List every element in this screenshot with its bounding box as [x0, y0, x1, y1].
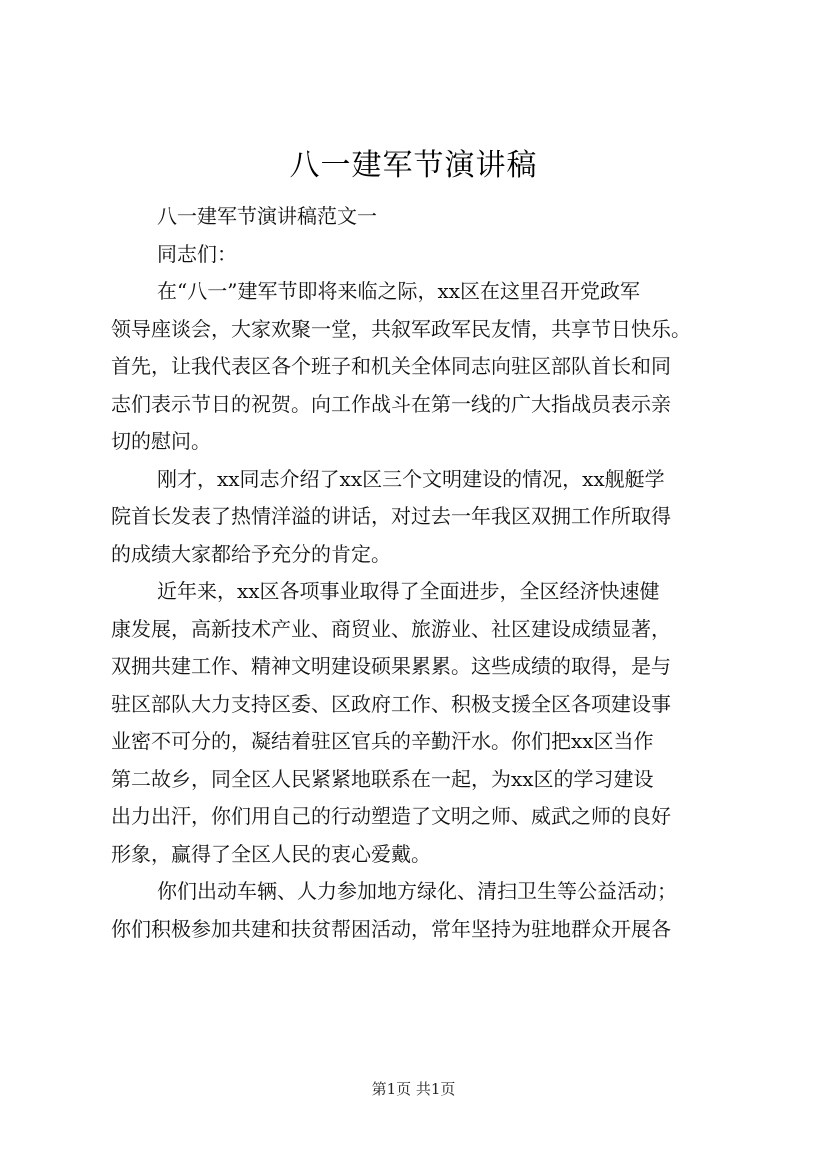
paragraph-line: 领导座谈会，大家欢聚一堂，共叙军政军民友情，共享节日快乐。: [111, 316, 691, 341]
paragraph-line: 你们积极参加共建和扶贫帮困活动，常年坚持为驻地群众开展各: [111, 916, 671, 941]
paragraph-line: 康发展，高新技术产业、商贸业、旅游业、社区建设成绩显著，: [111, 616, 671, 641]
paragraph-line: 志们表示节日的祝贺。向工作战斗在第一线的广大指战员表示亲: [111, 391, 671, 416]
page-footer: 第1页 共1页: [371, 1080, 456, 1098]
paragraph-line: 在“八一”建军节即将来临之际，xx区在这里召开党政军: [157, 279, 641, 303]
subtitle-line: 八一建军节演讲稿范文一: [157, 204, 377, 228]
paragraph-line: 院首长发表了热情洋溢的讲话，对过去一年我区双拥工作所取得: [111, 504, 671, 528]
paragraph-line: 双拥共建工作、精神文明建设硕果累累。这些成绩的取得，是与: [111, 654, 671, 678]
document-body: [111, 198, 727, 948]
document-title: 八一建军节演讲稿: [289, 148, 538, 183]
paragraph-line: 第二故乡，同全区人民紧紧地联系在一起，为xx区的学习建设: [111, 766, 654, 791]
paragraph-line: 切的慰问。: [111, 429, 211, 453]
paragraph-line: 出力出汗，你们用自己的行动塑造了文明之师、威武之师的良好: [111, 804, 671, 828]
salutation-line: 同志们：: [157, 241, 237, 266]
paragraph-line: 的成绩大家都给予充分的肯定。: [111, 541, 391, 566]
paragraph-line: 你们出动车辆、人力参加地方绿化、清扫卫生等公益活动；: [157, 879, 677, 903]
paragraph-line: 首先，让我代表区各个班子和机关全体同志向驻区部队首长和同: [111, 354, 671, 378]
paragraph-line: 业密不可分的，凝结着驻区官兵的辛勤汗水。你们把xx区当作: [111, 729, 654, 753]
paragraph-line: 刚才，xx同志介绍了xx区三个文明建设的情况，xx舰艇学: [157, 466, 665, 491]
paragraph-line: 形象，赢得了全区人民的衷心爱戴。: [111, 841, 431, 866]
paragraph-line: 近年来，xx区各项事业取得了全面进步，全区经济快速健: [157, 579, 660, 603]
paragraph-line: 驻区部队大力支持区委、区政府工作、积极支援全区各项建设事: [111, 691, 671, 716]
